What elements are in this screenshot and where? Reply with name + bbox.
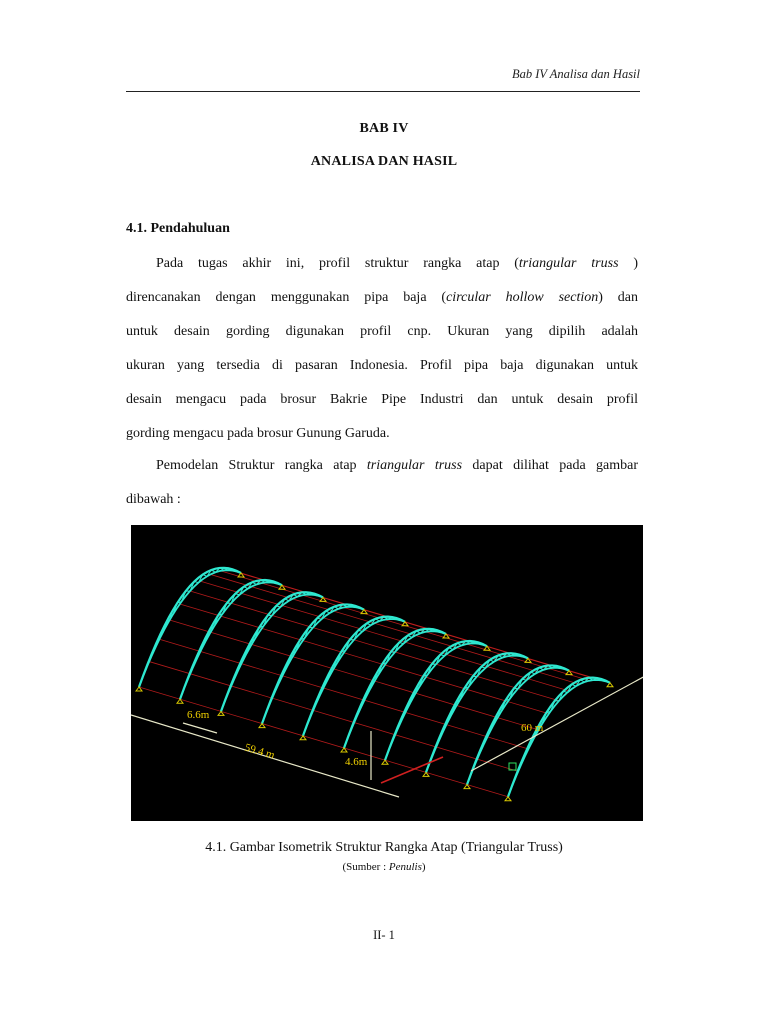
chapter-title: ANALISA DAN HASIL xyxy=(310,154,458,169)
truss-top-chord xyxy=(221,592,323,711)
purlin-grid xyxy=(139,570,610,796)
paragraph-line: gording mengacu pada brosur Gunung Garuda. xyxy=(126,426,390,441)
truss-drawing xyxy=(131,525,643,821)
support-marker xyxy=(505,797,511,801)
truss-top-chord xyxy=(508,678,610,797)
truss-top-chord xyxy=(344,629,446,748)
running-header: Bab IV Analisa dan Hasil xyxy=(511,67,640,81)
dimension-span-line xyxy=(471,675,643,771)
dimension-bay-line xyxy=(183,723,217,733)
purlin-line xyxy=(170,620,539,730)
paragraph-line: Pada tugas akhir ini, profil struktur rangka atap (triangular truss ) xyxy=(156,256,638,271)
truss-top-chord xyxy=(262,604,364,723)
purlin-line xyxy=(190,591,559,701)
paragraph-intro xyxy=(126,247,638,451)
truss-top-chord xyxy=(467,665,569,784)
label-length: 59.4 m xyxy=(243,741,276,762)
figure-source: (Sumber : Penulis) xyxy=(342,861,426,873)
header-rule xyxy=(126,91,640,92)
paragraph-figure-intro xyxy=(126,449,638,517)
paragraph-line: ukuran yang tersedia di pasaran Indonesia. Profil pipa baja digunakan untuk xyxy=(126,358,638,373)
truss-top-chord xyxy=(385,641,487,760)
chapter-number: BAB IV xyxy=(359,121,409,136)
label-span: 60 m xyxy=(521,722,544,734)
paragraph-line: Pemodelan Struktur rangka atap triangular truss dapat dilihat pada gambar xyxy=(156,458,638,473)
purlin-line xyxy=(139,687,508,797)
figure-caption: 4.1. Gambar Isometrik Struktur Rangka Atap (Triangular Truss) xyxy=(205,840,563,855)
truss-top-chord xyxy=(426,653,528,772)
page-number: II- 1 xyxy=(373,928,395,942)
ground-marker-line xyxy=(381,757,443,783)
support-markers xyxy=(136,573,613,801)
truss-isometric-figure xyxy=(131,525,643,821)
paragraph-line: direncanakan dengan menggunakan pipa baja (circular hollow section) dan xyxy=(126,290,638,305)
truss-top-chord xyxy=(139,568,241,687)
label-height: 4.6m xyxy=(345,756,368,768)
support-marker xyxy=(607,683,613,687)
paragraph-line: desain mengacu pada brosur Bakrie Pipe Industri dan untuk desain profil xyxy=(126,392,638,407)
truss-top-chord xyxy=(180,580,282,699)
truss-top-chord xyxy=(303,617,405,736)
section-heading: 4.1. Pendahuluan xyxy=(126,221,230,236)
label-bay-spacing: 6.6m xyxy=(187,709,210,721)
paragraph-line: dibawah : xyxy=(126,492,181,507)
paragraph-line: untuk desain gording digunakan profil cnp. Ukuran yang dipilih adalah xyxy=(126,324,638,339)
